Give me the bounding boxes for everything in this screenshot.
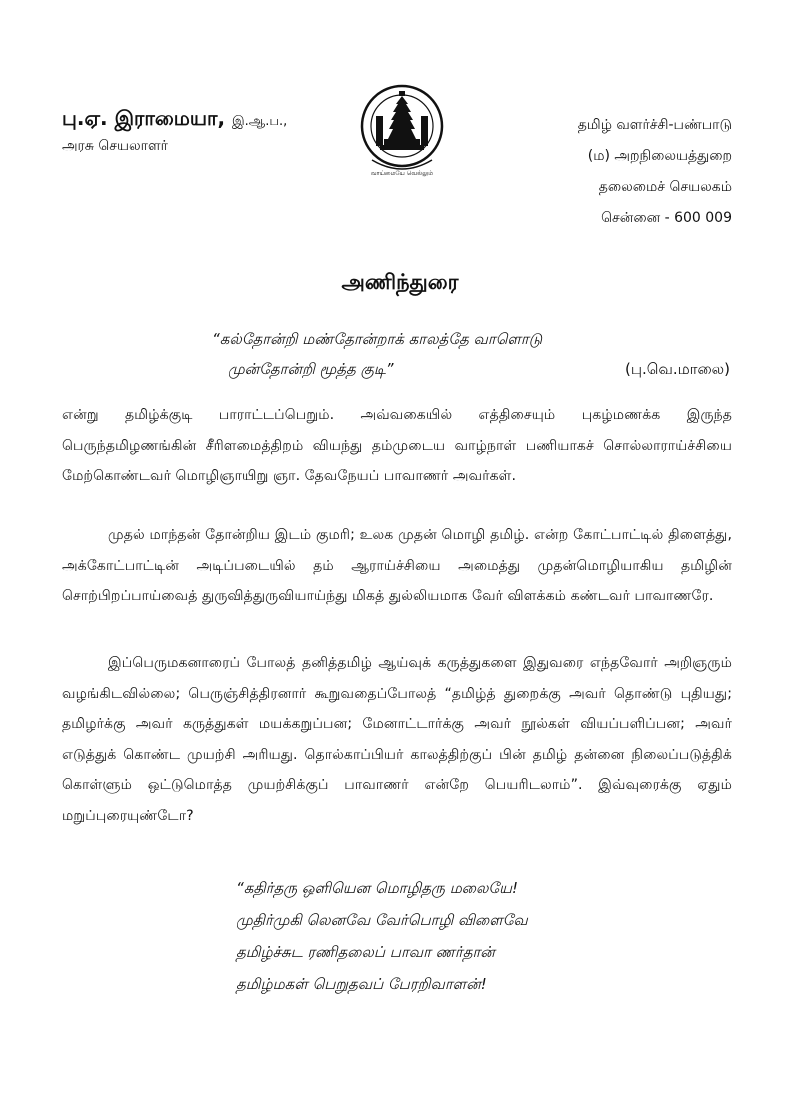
quote-source: (பு.வெ.மாலை) xyxy=(625,360,730,378)
officer-degree: இ.ஆ.ப., xyxy=(232,114,288,129)
quote-line-1: “கல்தோன்றி மண்தோன்றாக் காலத்தே வாளொடு xyxy=(212,330,543,348)
officer-designation: அரசு செயலாளர் xyxy=(62,138,168,154)
officer-name-text: பு.ஏ. இராமையா, xyxy=(62,106,226,130)
department-address xyxy=(578,110,732,234)
poem-line: தமிழ்மகள் பெறுதவப் பேரறிவாளன்! xyxy=(236,975,487,993)
officer-name xyxy=(62,106,287,133)
paragraph: என்று தமிழ்க்குடி பாராட்டப்பெறும். அவ்வகையில் எத்திசையும் புகழ்மணக்க இருந்த பெருந்தமிழணங்கின் சீரிளமைத்திறம் வியந்து தம்முடைய வாழ்நாள் பணியாகச் சொல்லாராய்ச்சியை மேற்கொண்டவர் மொழிஞாயிறு ஞா. தேவநேயப் பாவாணர் அவர்கள். xyxy=(62,407,732,484)
poem-line: முதிர்முகி லெனவே வேர்பொழி விளைவே xyxy=(236,911,528,929)
address-line: தலைமைச் செயலகம் xyxy=(598,179,732,195)
state-emblem xyxy=(358,82,446,190)
address-line: சென்னை - 600 009 xyxy=(601,210,732,226)
emblem-motto: வாய்மையே வெல்லும் xyxy=(370,170,434,177)
closing-poem xyxy=(236,872,528,1000)
quote-line-2: முன்தோன்றி மூத்த குடி” xyxy=(228,360,394,378)
address-line: தமிழ் வளர்ச்சி-பண்பாடு xyxy=(577,117,732,133)
paragraph: இப்பெருமகனாரைப் போலத் தனித்தமிழ் ஆய்வுக் கருத்துகளை இதுவரை எந்தவோர் அறிஞரும் வழங்கிடவில்லை; பெருஞ்சித்திரனார் கூறுவதைப்போலத் “தமிழ்த் துறைக்கு அவர் தொண்டு புதியது; தமிழர்க்கு அவர் கருத்துகள் மயக்கறுப்பன; மேனாட்டார்க்கு அவர் நூல்கள் வியப்பளிப்பன; அவர் எடுத்துக் கொண்ட முயற்சி அரியது. தொல்காப்பியர் காலத்திற்குப் பின் தமிழ் தன்னை நிலைப்படுத்திக் கொள்ளும் ஒட்டுமொத்த முயற்சிக்குப் பாவாணர் என்றே பெயரிடலாம்”. இவ்வுரைக்கு ஏதும் மறுப்புரையுண்டோ? xyxy=(62,655,732,824)
poem-line: தமிழ்ச்சுட ரணிதலைப் பாவா ணர்தான் xyxy=(236,943,495,961)
poem-line: “கதிர்தரு ஒளியென மொழிதரு மலையே! xyxy=(236,879,518,897)
paragraph: முதல் மாந்தன் தோன்றிய இடம் குமரி; உலக முதன் மொழி தமிழ். என்ற கோட்பாட்டில் திளைத்து, அக்கோட்பாட்டின் அடிப்படையில் தம் ஆராய்ச்சியை அமைத்து முதன்மொழியாகிய தமிழின் சொற்பிறப்பாய்வைத் துருவித்துருவியாய்ந்து மிகத் துல்லியமாக வேர் விளக்கம் கண்டவர் பாவாணரே. xyxy=(62,527,732,604)
address-line: (ம) அறநிலையத்துறை xyxy=(587,148,732,164)
page-title: அணிந்துரை xyxy=(341,270,459,294)
